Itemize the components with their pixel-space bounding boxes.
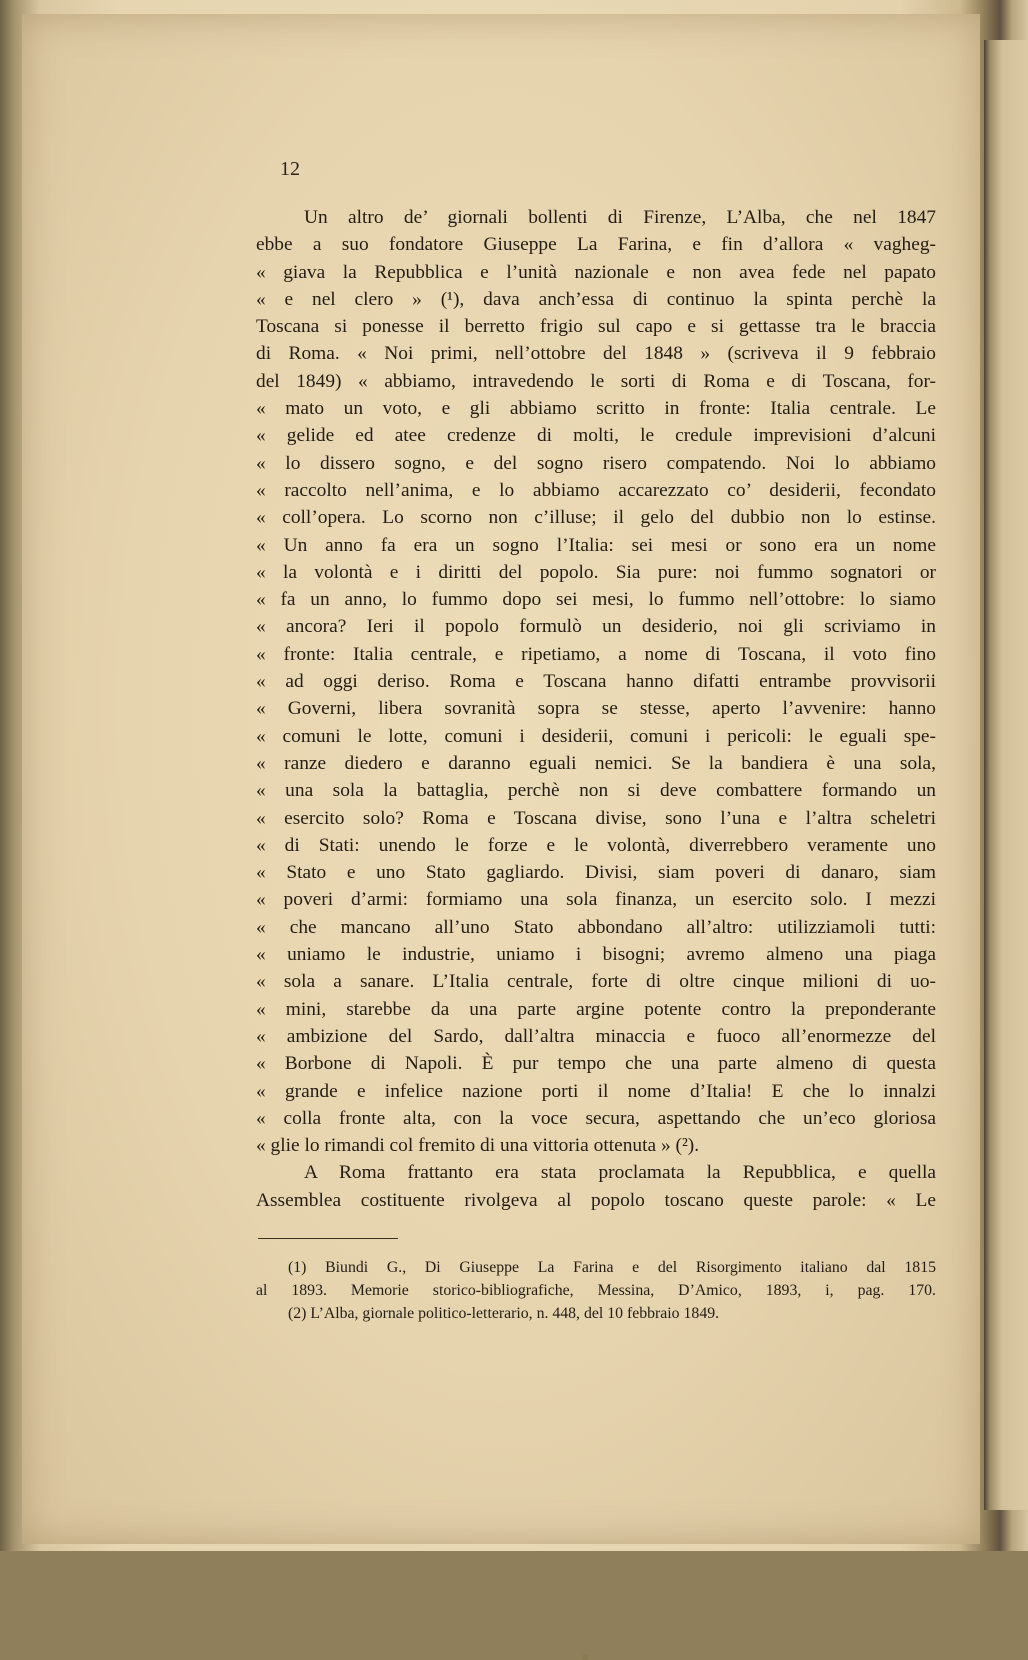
text-line: « e nel clero » (¹), dava anch’essa di continuo la spinta perchè la bbox=[256, 288, 936, 310]
text-line: di Roma. « Noi primi, nell’ottobre del 1848 » (scriveva il 9 febbraio bbox=[256, 343, 936, 365]
text-line: « ancora? Ieri il popolo formulò un desiderio, noi gli scriviamo in bbox=[256, 616, 936, 638]
text-line: « colla fronte alta, con la voce secura, aspettando che un’eco gloriosa bbox=[256, 1107, 936, 1129]
text-line: « Borbone di Napoli. È pur tempo che una parte almeno di questa bbox=[256, 1053, 936, 1075]
text-line: « sola a sanare. L’Italia centrale, forte di oltre cinque milioni di uo- bbox=[256, 971, 936, 993]
text-line: « Governi, libera sovranità sopra se stesse, aperto l’avvenire: hanno bbox=[256, 698, 936, 720]
text-line: « Un anno fa era un sogno l’Italia: sei mesi or sono era un nome bbox=[256, 534, 936, 556]
footnote-divider bbox=[258, 1238, 398, 1239]
text-line: « poveri d’armi: formiamo una sola finanza, un esercito solo. I mezzi bbox=[256, 889, 936, 911]
page-number: 12 bbox=[280, 158, 300, 180]
text-line: ebbe a suo fondatore Giuseppe La Farina, e fin d’allora « vagheg- bbox=[256, 234, 936, 256]
text-line: « glie lo rimandi col fremito di una vittoria ottenuta » (²). bbox=[256, 1135, 700, 1157]
ink-speck bbox=[582, 1654, 588, 1660]
text-line: « grande e infelice nazione porti il nome d’Italia! E che lo innalzi bbox=[256, 1080, 936, 1102]
text-line: del 1849) « abbiamo, intravedendo le sorti di Roma e di Toscana, for- bbox=[256, 370, 936, 392]
main-text bbox=[256, 204, 936, 1214]
footnote-line: (1) Biundi G., Di Giuseppe La Farina e del Risorgimento italiano dal 1815 bbox=[288, 1259, 936, 1276]
text-line: « la volontà e i diritti del popolo. Sia pure: noi fummo sognatori or bbox=[256, 561, 936, 583]
text-line: « coll’opera. Lo scorno non c’illuse; il gelo del dubbio non lo estinse. bbox=[256, 507, 936, 529]
text-line: « gelide ed atee credenze di molti, le credule imprevisioni d’alcuni bbox=[256, 425, 936, 447]
text-line: « fa un anno, lo fummo dopo sei mesi, lo fummo nell’ottobre: lo siamo bbox=[256, 589, 936, 611]
text-line: « raccolto nell’anima, e lo abbiamo accarezzato co’ desiderii, fecondato bbox=[256, 479, 936, 501]
text-line: « ranze diedero e daranno eguali nemici. Se la bandiera è una sola, bbox=[256, 752, 936, 774]
text-line: A Roma frattanto era stata proclamata la Repubblica, e quella bbox=[304, 1162, 936, 1184]
text-line: « che mancano all’uno Stato abbondano all’altro: utilizziamoli tutti: bbox=[256, 916, 936, 938]
text-line: « ad oggi deriso. Roma e Toscana hanno difatti entrambe provvisorii bbox=[256, 671, 936, 693]
text-line: « uniamo le industrie, uniamo i bisogni; avremo almeno una piaga bbox=[256, 944, 936, 966]
footnote-line: al 1893. Memorie storico-bibliografiche, Messina, D’Amico, 1893, i, pag. 170. bbox=[256, 1282, 936, 1299]
text-line: « mini, starebbe da una parte argine potente contro la preponderante bbox=[256, 998, 936, 1020]
text-line: Un altro de’ giornali bollenti di Firenze, L’Alba, che nel 1847 bbox=[304, 207, 936, 228]
text-line: « Stato e uno Stato gagliardo. Divisi, siam poveri di danaro, siam bbox=[256, 862, 936, 884]
text-line: « fronte: Italia centrale, e ripetiamo, a nome di Toscana, il voto fino bbox=[256, 643, 936, 665]
text-line: Assemblea costituente rivolgeva al popolo toscano queste parole: « Le bbox=[256, 1189, 936, 1211]
footnote-line: (2) L’Alba, giornale politico-letterario, n. 448, del 10 febbraio 1849. bbox=[288, 1305, 720, 1322]
text-line: « comuni le lotte, comuni i desiderii, comuni i pericoli: le eguali spe- bbox=[256, 725, 936, 747]
text-line: « di Stati: unendo le forze e le volontà, diverrebbero veramente uno bbox=[256, 834, 936, 856]
text-line: « una sola la battaglia, perchè non si deve combattere formando un bbox=[256, 780, 936, 802]
text-line: « esercito solo? Roma e Toscana divise, sono l’una e l’altra scheletri bbox=[256, 807, 936, 829]
text-line: « giava la Repubblica e l’unità nazionale e non avea fede nel papato bbox=[256, 261, 936, 283]
text-line: « mato un voto, e gli abbiamo scritto in fronte: Italia centrale. Le bbox=[256, 398, 936, 420]
footnotes bbox=[256, 1256, 936, 1325]
text-line: Toscana si ponesse il berretto frigio sul capo e si gettasse tra le braccia bbox=[256, 316, 936, 338]
facing-page-edge bbox=[984, 40, 1028, 1510]
text-line: « ambizione del Sardo, dall’altra minaccia e fuoco all’enormezze del bbox=[256, 1025, 936, 1047]
text-line: « lo dissero sogno, e del sogno risero compatendo. Noi lo abbiamo bbox=[256, 452, 936, 474]
